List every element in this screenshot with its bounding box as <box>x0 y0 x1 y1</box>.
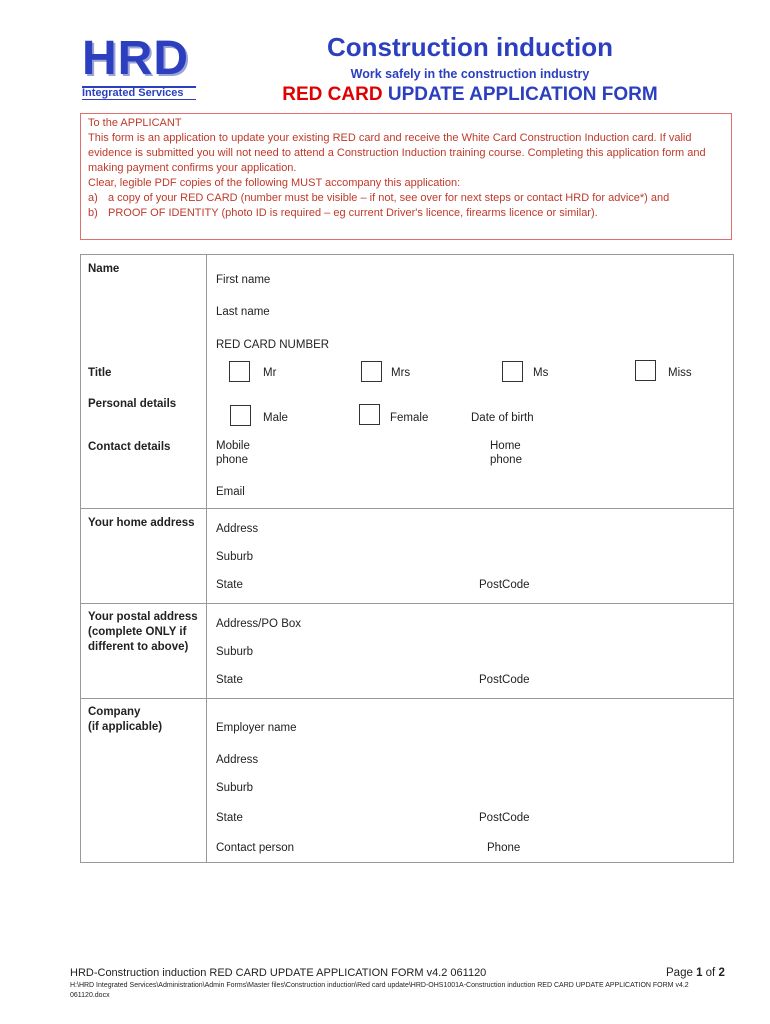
company-address-field[interactable]: Address <box>216 754 259 766</box>
company-suburb-field[interactable]: Suburb <box>216 782 254 794</box>
email-field[interactable]: Email <box>216 486 245 498</box>
page-total: 2 <box>718 967 725 979</box>
title-miss-label: Miss <box>668 367 692 379</box>
applicant-intro: Clear, legible PDF copies of the following MUST accompany this application: <box>88 177 461 189</box>
mobile-phone-field[interactable] <box>216 439 250 467</box>
first-name-field[interactable]: First name <box>216 274 271 286</box>
title-mrs-label: Mrs <box>391 367 411 379</box>
company-label <box>88 705 162 735</box>
female-checkbox[interactable] <box>359 404 380 425</box>
home-suburb-field[interactable]: Suburb <box>216 551 254 563</box>
form-row-divider <box>80 698 734 699</box>
page-current: 1 <box>696 967 703 979</box>
title-label: Title <box>88 367 112 379</box>
title-miss-checkbox[interactable] <box>635 360 656 381</box>
postal-address-label <box>88 610 198 655</box>
employer-name-field[interactable]: Employer name <box>216 722 297 734</box>
applicant-notice <box>80 113 732 240</box>
postal-suburb-field[interactable]: Suburb <box>216 646 254 658</box>
company-label-line: Company <box>88 706 141 718</box>
mobile-label: Mobile <box>216 440 250 452</box>
contact-details-label: Contact details <box>88 441 171 453</box>
home-address-label: Your home address <box>88 517 195 529</box>
list-text: a copy of your RED CARD (number must be visible – if not, see over for next steps or contact HRD for advice*) and <box>108 192 670 204</box>
home-label: Home <box>490 440 521 452</box>
female-label: Female <box>390 412 429 424</box>
male-label: Male <box>263 412 288 424</box>
last-name-field[interactable]: Last name <box>216 306 270 318</box>
footer-document-name: HRD-Construction induction RED CARD UPDATE APPLICATION FORM v4.2 061120 <box>70 967 487 979</box>
postal-label-line: Your postal address <box>88 611 198 623</box>
home-postcode-field[interactable]: PostCode <box>479 579 530 591</box>
home-state-field[interactable]: State <box>216 579 243 591</box>
title-mrs-checkbox[interactable] <box>361 361 382 382</box>
page-prefix: Page <box>666 967 697 979</box>
mobile-phone-label: phone <box>216 454 248 466</box>
logo-subtitle: Integrated Services <box>82 87 184 99</box>
name-label: Name <box>88 263 120 275</box>
home-phone-field[interactable] <box>490 439 522 467</box>
home-address-field[interactable]: Address <box>216 523 259 535</box>
form-row-divider <box>80 603 734 604</box>
list-text: PROOF OF IDENTITY (photo ID is required – eg current Driver's licence, firearms licence or similar). <box>108 207 598 219</box>
title-mr-checkbox[interactable] <box>229 361 250 382</box>
form-column-divider <box>206 254 207 863</box>
date-of-birth-field[interactable]: Date of birth <box>471 412 534 424</box>
list-item <box>88 206 724 221</box>
contact-person-field[interactable]: Contact person <box>216 842 294 854</box>
company-phone-field[interactable]: Phone <box>487 842 521 854</box>
title-ms-label: Ms <box>533 367 549 379</box>
list-marker: b) <box>88 207 98 219</box>
male-checkbox[interactable] <box>230 405 251 426</box>
home-phone-label: phone <box>490 454 522 466</box>
company-label-line: (if applicable) <box>88 721 163 733</box>
page-of: of <box>702 967 719 979</box>
postal-state-field[interactable]: State <box>216 674 243 686</box>
form-title-blue: UPDATE APPLICATION FORM <box>382 84 658 105</box>
page-title: Construction induction <box>327 32 613 62</box>
postal-label-line: different to above) <box>88 641 189 653</box>
list-item <box>88 191 724 206</box>
applicant-heading: To the APPLICANT <box>88 117 182 129</box>
red-card-number-field[interactable]: RED CARD NUMBER <box>216 339 330 351</box>
postal-postcode-field[interactable]: PostCode <box>479 674 530 686</box>
form-title <box>250 84 690 106</box>
applicant-paragraph: This form is an application to update your existing RED card and receive the White Card Construction Induction card. If valid evidence is submitted you will not need to attend a Construction Induction training course. Completing this application form and making payment confirms your application. <box>88 132 706 174</box>
footer-file-path: H:\HRD Integrated Services\Administration\Admin Forms\Master files\Construction induction\Red card update\HRD-OHS1001A-Construction induction RED CARD UPDATE APPLICATION FORM v4.2 061120.docx <box>70 982 689 999</box>
title-mr-label: Mr <box>263 367 277 379</box>
personal-details-label: Personal details <box>88 398 177 410</box>
list-marker: a) <box>88 192 98 204</box>
postal-address-field[interactable]: Address/PO Box <box>216 618 302 630</box>
postal-label-line: (complete ONLY if <box>88 626 187 638</box>
logo-rule-bottom <box>82 99 196 100</box>
company-state-field[interactable]: State <box>216 812 243 824</box>
title-ms-checkbox[interactable] <box>502 361 523 382</box>
page-subtitle: Work safely in the construction industry <box>350 67 590 81</box>
page-number <box>666 967 725 979</box>
form-row-divider <box>80 508 734 509</box>
company-postcode-field[interactable]: PostCode <box>479 812 530 824</box>
application-form <box>80 254 734 863</box>
hrd-logo: HRD <box>82 32 189 85</box>
form-title-red: RED CARD <box>282 84 383 105</box>
